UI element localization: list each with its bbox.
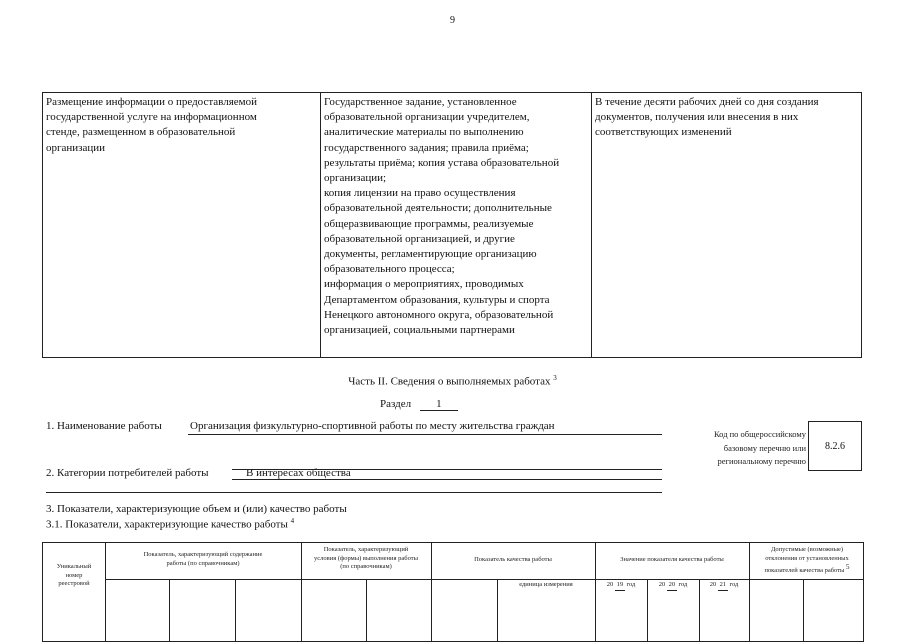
- section-number: 1: [420, 398, 458, 411]
- year-word: год: [729, 581, 739, 588]
- content-indicator-header: Показатель, характеризующий содержание работы (по справочникам): [143, 551, 263, 567]
- part-title-text: Часть II. Сведения о выполняемых работах: [348, 375, 551, 388]
- table-row-divider: [105, 579, 863, 580]
- quality-heading-text: 3.1. Показатели, характеризующие качество работы: [46, 518, 288, 531]
- conditions-indicator-header: Показатель, характеризующий условия (формы) выполнения работы (по справочникам): [314, 546, 418, 570]
- table-subdivider: [169, 579, 170, 641]
- consumers-label: 2. Категории потребителей работы: [46, 467, 209, 479]
- table-subdivider: [235, 579, 236, 641]
- year-1-header: [595, 581, 647, 591]
- info-method-cell: Размещение информации о предоставляемой государственной услуге на информационном стенде, размещенном в образовательной организации: [43, 93, 321, 357]
- info-frequency-cell: В течение десяти рабочих дней со дня создания документов, получения или внесения в них соответствующих изменений: [595, 96, 819, 139]
- year-prefix: 20: [658, 581, 666, 588]
- deviations-header-text: Допустимые (возможные) отклонения от установленных показателей качества работы: [764, 546, 849, 575]
- year-2-value: 20: [667, 581, 677, 591]
- work-name-underline: [188, 434, 662, 435]
- page-number: 9: [450, 15, 455, 26]
- code-value: 8.2.6: [825, 440, 845, 452]
- quality-heading: [46, 517, 294, 531]
- work-name-value: Организация физкультурно-спортивной работы по месту жительства граждан: [190, 420, 555, 432]
- unit-header: единица измерения: [519, 581, 573, 588]
- section-label: Раздел: [380, 398, 412, 410]
- deviations-footnote: 5: [846, 563, 850, 571]
- year-2-header: [647, 581, 699, 591]
- table-subdivider: [366, 579, 367, 641]
- indicators-heading: 3. Показатели, характеризующие объем и (или) качество работы: [46, 503, 347, 515]
- quality-indicators-table: [42, 542, 864, 642]
- consumers-underline-3: [46, 492, 662, 493]
- work-name-label: 1. Наименование работы: [46, 420, 162, 432]
- year-prefix: 20: [709, 581, 717, 588]
- section-heading: [380, 398, 458, 411]
- unique-number-header: Уникальный номер реестровой: [56, 563, 92, 587]
- deviations-header: [749, 546, 865, 576]
- year-word: год: [626, 581, 636, 588]
- info-content-cell: Государственное задание, установленное образовательной организации учредителем, аналитические материалы по выполнению государственного задания; правила приёма; результаты приёма; копия устава образовательной организации; копия лицензии на право осуществления образовательной деятельности; дополнительные общеразвивающие программы, реализуемые образовательной организацией, и другие документы, регламентирующие организацию образовательного процесса; информация о мероприятиях, проводимых Департаментом образования, культуры и спорта Ненецкого автономного округа, образовательной организацией, социальными партнерами: [321, 93, 592, 357]
- info-placement-table: [42, 92, 862, 358]
- consumers-underline-1: [232, 469, 662, 470]
- table-subdivider: [803, 579, 804, 641]
- code-label: Код по общероссийскому базовому перечню или региональному перечню: [713, 429, 806, 466]
- consumers-value: В интересах общества: [246, 467, 351, 479]
- consumers-underline-2: [232, 479, 662, 480]
- quality-indicator-header: Показатель качества работы: [474, 556, 552, 563]
- year-3-value: 21: [718, 581, 728, 591]
- year-prefix: 20: [606, 581, 614, 588]
- part-footnote: 3: [553, 374, 557, 382]
- code-box: [808, 421, 862, 471]
- year-word: год: [678, 581, 688, 588]
- part-title: [0, 374, 905, 388]
- quality-footnote: 4: [290, 517, 295, 525]
- year-3-header: [699, 581, 749, 591]
- year-1-value: 19: [615, 581, 625, 591]
- quality-values-header: Значение показателя качества работы: [620, 556, 724, 563]
